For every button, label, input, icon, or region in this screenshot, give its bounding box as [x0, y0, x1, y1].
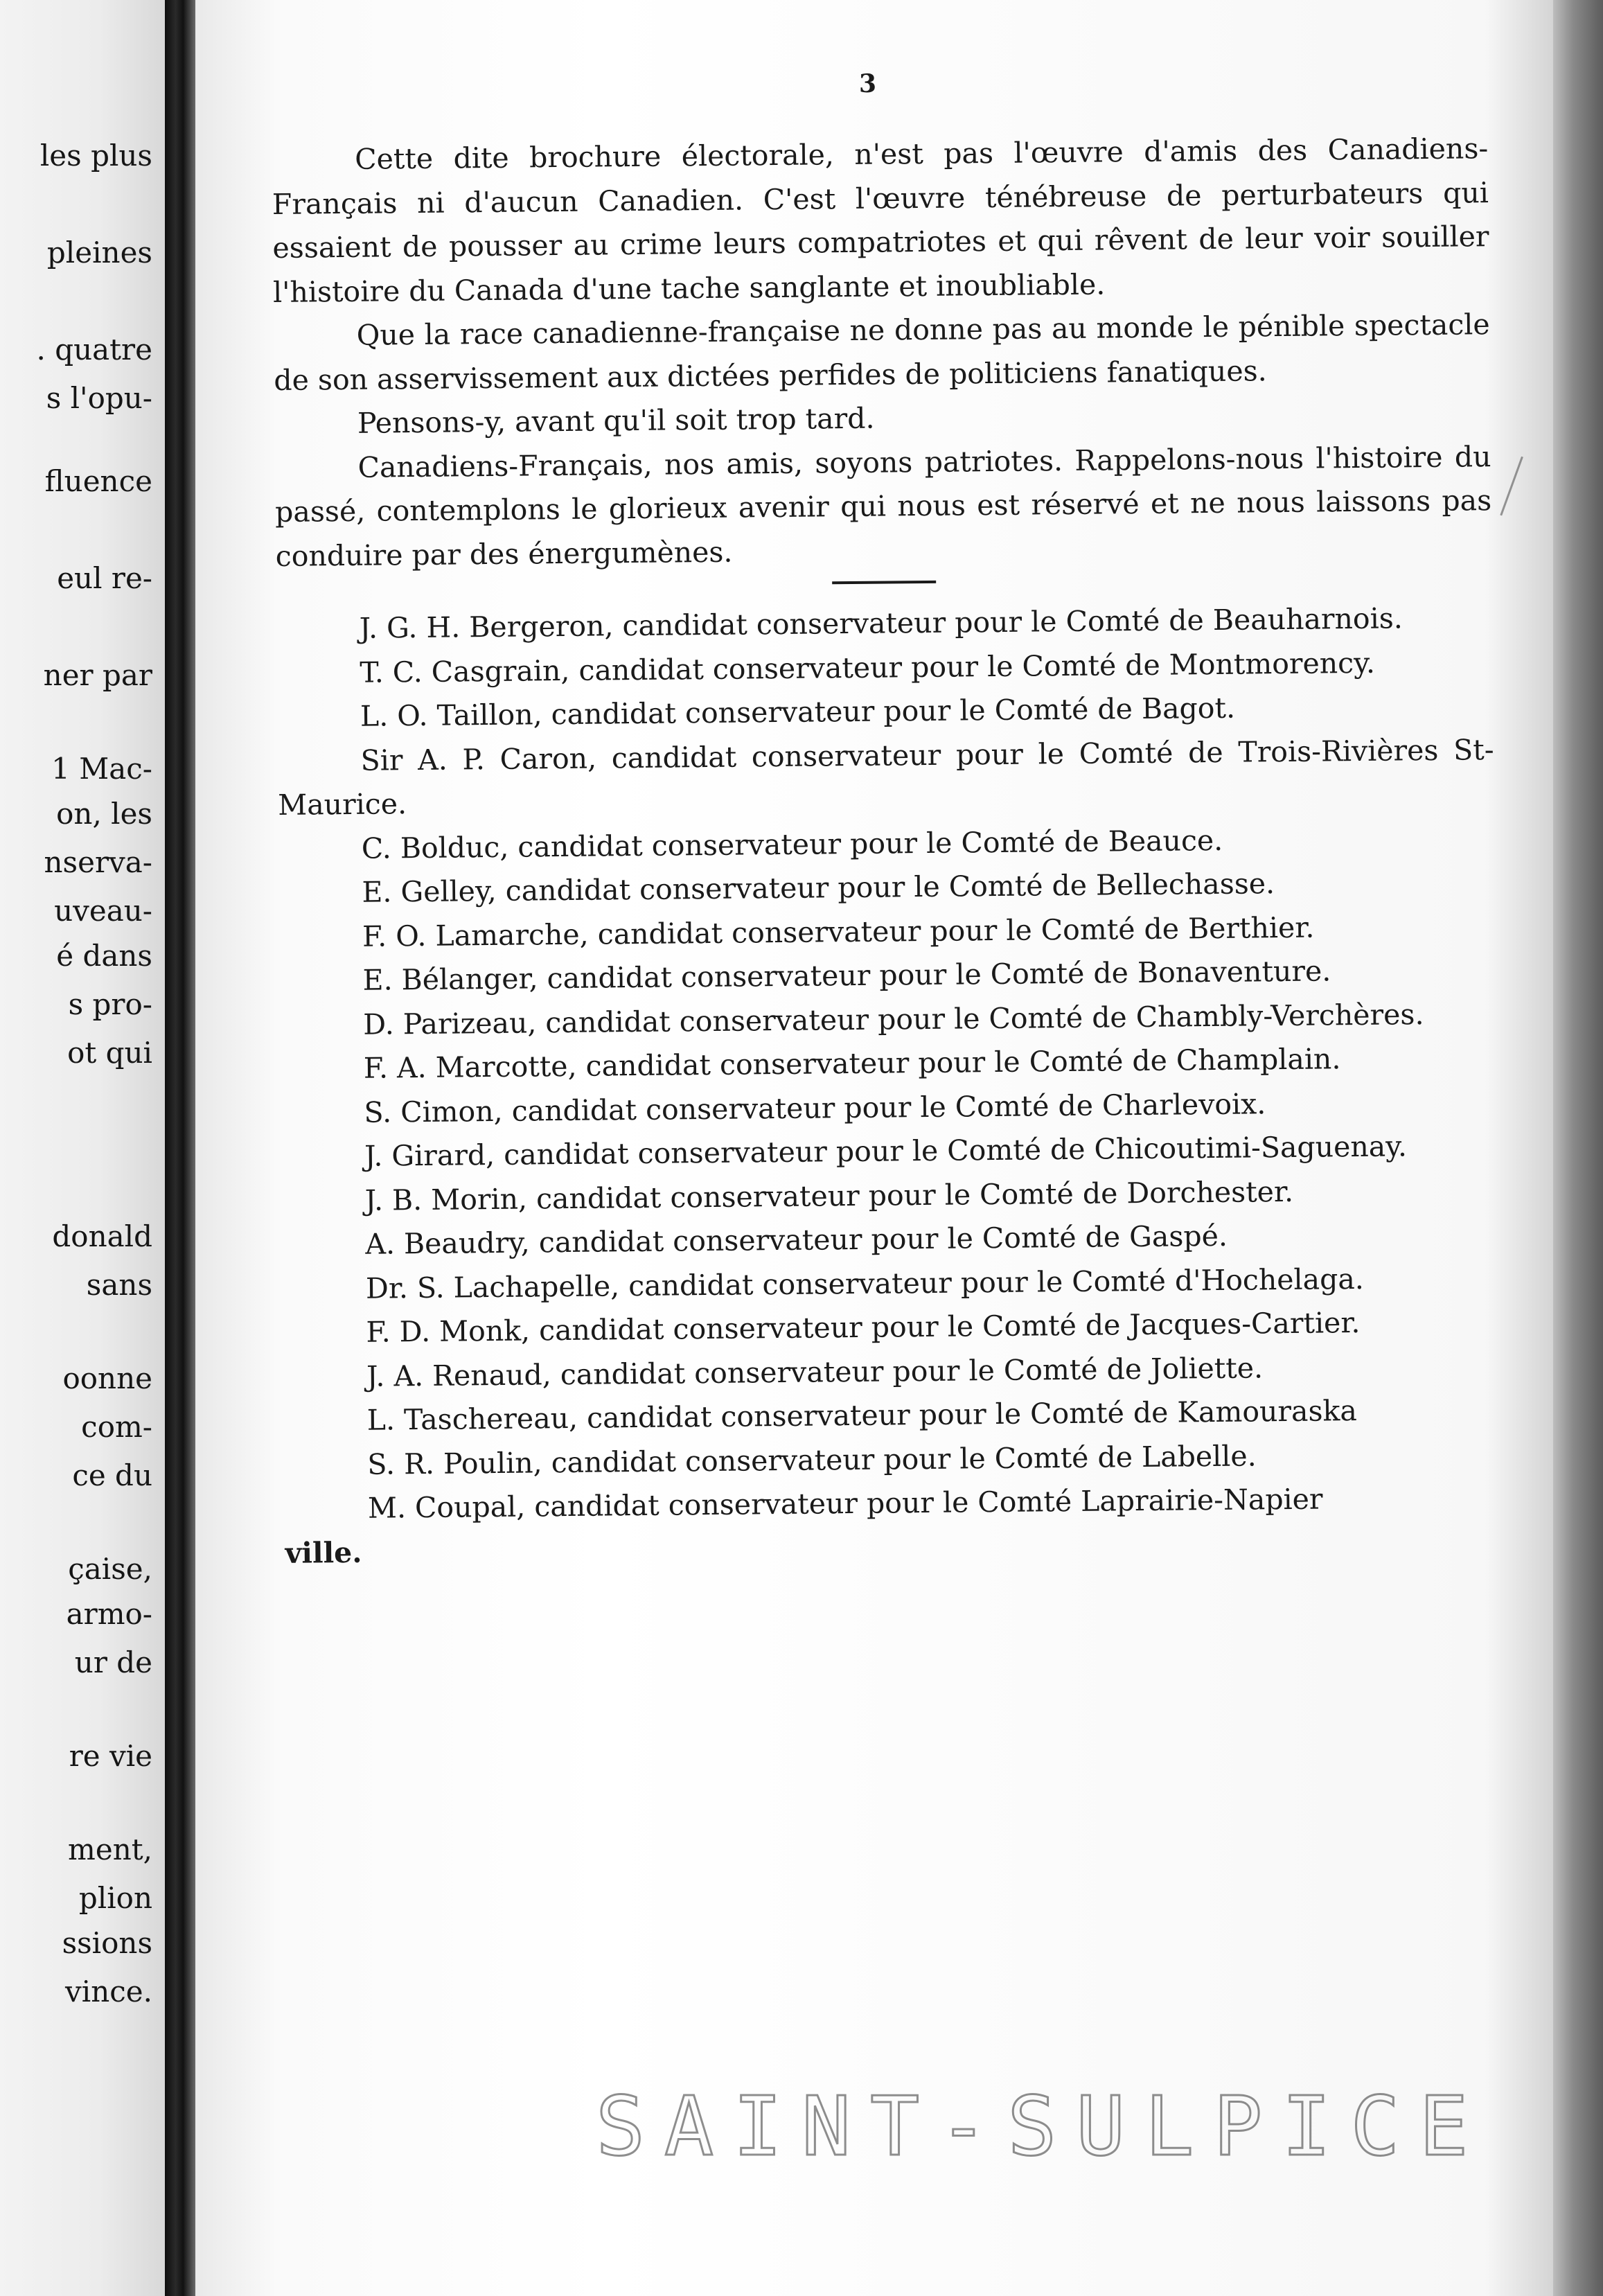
left-page-line: çaise,: [68, 1552, 152, 1586]
candidate-entry: Sir A. P. Caron, candidat conservateur pour le Comté de Trois-Rivières St-Maurice.: [278, 732, 1494, 822]
left-page-line: armo-: [66, 1597, 152, 1631]
candidate-entry: J. G. H. Bergeron, candidat conservateur pour le Comté de Beauharnois.: [359, 601, 1403, 645]
candidate-entry: J. Girard, candidat conservateur pour le Comté de Chicoutimi-Saguenay.: [364, 1129, 1408, 1173]
paragraph: Que la race canadienne-française ne donne pas au monde le pénible spectacle de son asservissement aux dictées perfides de politiciens fanatiques.: [274, 308, 1490, 397]
left-page-line: sans: [86, 1268, 152, 1302]
left-page-line: nserva-: [44, 845, 152, 879]
left-page-line: ssions: [62, 1926, 152, 1960]
left-page-line: s pro-: [68, 987, 152, 1021]
left-page-line: vince.: [65, 1975, 152, 2008]
left-page-line: les plus: [39, 139, 152, 173]
page-number: 3: [859, 69, 877, 98]
left-page-line: donald: [52, 1219, 152, 1253]
candidate-entry: F. D. Monk, candidat conservateur pour le Comté de Jacques-Cartier.: [366, 1305, 1361, 1349]
left-page-line: é dans: [56, 939, 152, 973]
book-gutter: [165, 0, 195, 2296]
candidate-entry: M. Coupal, candidat conservateur pour le Comté Laprairie-Napier: [367, 1482, 1323, 1525]
section-divider: [832, 581, 936, 584]
candidate-entry: J. A. Renaud, candidat conservateur pour le Comté de Joliette.: [366, 1350, 1264, 1393]
left-page-line: eul re-: [57, 561, 152, 595]
candidate-entry: A. Beaudry, candidat conservateur pour le Comté de Gaspé.: [365, 1219, 1228, 1261]
main-text-block: [272, 127, 1502, 1575]
left-page-line: re vie: [69, 1739, 152, 1773]
left-page-line: 1 Mac-: [51, 752, 152, 786]
candidate-entry: Dr. S. Lachapelle, candidat conservateur pour le Comté d'Hochelaga.: [365, 1262, 1365, 1305]
candidate-entry: E. Gelley, candidat conservateur pour le Comté de Bellechasse.: [362, 867, 1275, 909]
left-page-line: ner par: [43, 658, 152, 692]
candidate-entry: S. Cimon, candidat conservateur pour le Comté de Charlevoix.: [364, 1086, 1266, 1129]
page-edge-shadow: [1553, 0, 1603, 2296]
candidate-entry: E. Bélanger, candidat conservateur pour le Comté de Bonaventure.: [362, 954, 1331, 997]
candidate-entry: S. R. Poulin, candidat conservateur pour le Comté de Labelle.: [367, 1438, 1257, 1481]
left-page-line: on, les: [56, 797, 152, 831]
paragraph: Canadiens-Français, nos amis, soyons patriotes. Rappelons-nous l'histoire du passé, contemplons le glorieux avenir qui nous est réservé et ne nous laissons pas conduire par des énergumènes.: [274, 439, 1492, 573]
library-perforation-stamp: SAINT-SULPICE: [596, 2078, 1488, 2174]
candidate-entry: J. B. Morin, candidat conservateur pour le Comté de Dorchester.: [364, 1174, 1294, 1217]
candidate-entry: D. Parizeau, candidat conservateur pour le Comté de Chambly-Verchères.: [363, 997, 1424, 1041]
left-page-line: pleines: [46, 236, 152, 270]
candidate-entry: F. O. Lamarche, candidat conservateur pour le Comté de Berthier.: [362, 910, 1315, 953]
left-page-line: ot qui: [67, 1036, 152, 1070]
candidate-entry: L. O. Taillon, candidat conservateur pour le Comté de Bagot.: [360, 691, 1236, 733]
paragraph: Pensons-y, avant qu'il soit trop tard.: [357, 401, 875, 440]
final-word: ville.: [285, 1535, 362, 1570]
left-page-line: s l'opu-: [46, 381, 152, 415]
left-page-line: ce du: [72, 1458, 152, 1492]
left-page-line: ment,: [68, 1833, 152, 1866]
left-page-line: fluence: [44, 464, 152, 498]
left-page-line: com-: [81, 1410, 152, 1444]
paragraph: Cette dite brochure électorale, n'est pas l'œuvre d'amis des Canadiens-Français ni d'aucun Canadien. C'est l'œuvre ténébreuse de perturbateurs qui essaient de pousser au crime leurs compatriotes et qui rêvent de leur voir souiller l'histoire du Canada d'une tache sanglante et inoubliable.: [272, 132, 1489, 309]
candidate-entry: T. C. Casgrain, candidat conservateur pour le Comté de Montmorency.: [360, 646, 1376, 689]
left-page-line: uveau-: [54, 894, 152, 928]
left-page-line: ur de: [74, 1645, 152, 1679]
left-page-fragment: [0, 0, 165, 2296]
candidate-entry: L. Taschereau, candidat conservateur pour le Comté de Kamouraska: [366, 1394, 1358, 1437]
left-page-line: . quatre: [36, 333, 152, 367]
left-page-line: plion: [78, 1881, 152, 1915]
candidate-entry: F. A. Marcotte, candidat conservateur pour le Comté de Champlain.: [363, 1042, 1341, 1085]
left-page-line: oonne: [62, 1361, 152, 1395]
candidate-entry: C. Bolduc, candidat conservateur pour le Comté de Beauce.: [361, 823, 1223, 865]
